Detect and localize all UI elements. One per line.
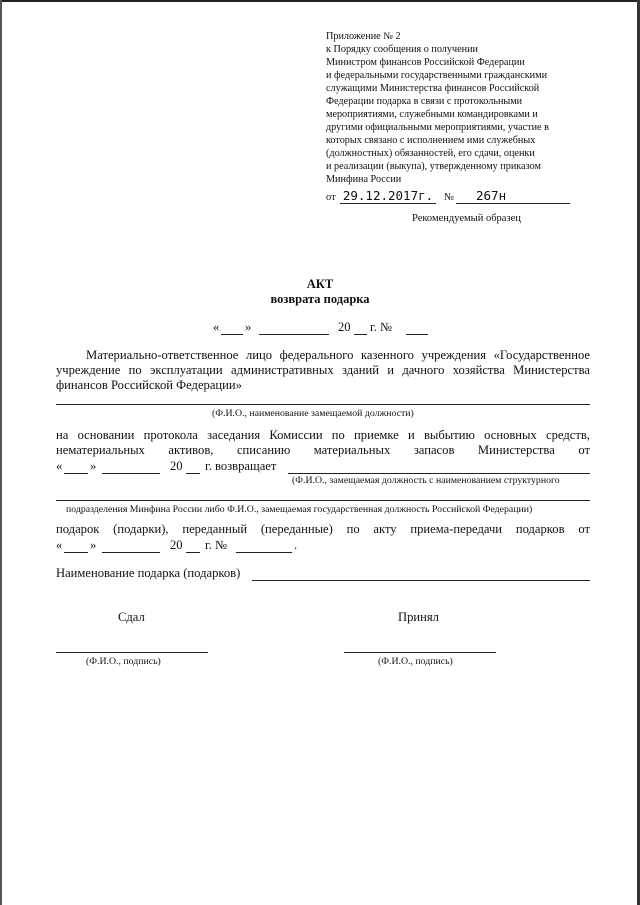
- gift-number-blank[interactable]: [236, 552, 292, 553]
- page-border-left: [0, 0, 2, 905]
- word: акту: [373, 522, 397, 536]
- act-number-label: г. №: [370, 320, 393, 334]
- gift-day-blank[interactable]: [64, 552, 88, 553]
- appendix-line: мероприятиями, служебными командировками и: [326, 109, 538, 120]
- responsible-person-paragraph: Материально-ответственное лицо федерального казенного учреждения «Государственное учреждение по эксплуатации административных зданий и дачного хозяйства Министерства финансов Российской Федерации»: [56, 348, 590, 392]
- word: запасов: [413, 443, 455, 457]
- appendix-line: и федеральными государственными гражданскими: [326, 70, 548, 81]
- act-date-close-quote: »: [245, 320, 252, 334]
- handed-signature-blank[interactable]: [56, 652, 208, 653]
- basis-line-2: [56, 443, 590, 458]
- order-number: 267н: [476, 188, 507, 203]
- word: приема-передачи: [410, 522, 503, 536]
- word: от: [578, 522, 590, 536]
- word: от: [578, 443, 590, 457]
- appendix-line: и реализации (выкупа), утвержденному приказом: [326, 161, 541, 172]
- received-signature-blank[interactable]: [344, 652, 496, 653]
- order-date: 29.12.2017г.: [342, 188, 434, 203]
- order-number-label: №: [444, 192, 455, 203]
- word: подарок: [56, 522, 100, 536]
- fio-structure-caption: (Ф.И.О., замещаемая должность с наименованием структурного: [292, 475, 560, 486]
- division-blank[interactable]: [56, 500, 590, 501]
- word: активов,: [168, 443, 214, 457]
- basis-month-blank[interactable]: [102, 473, 160, 474]
- recommended-sample-label: Рекомендуемый образец: [412, 213, 521, 224]
- gift-line-1: [56, 522, 590, 537]
- appendix-line: Федерации подарка в связи с протокольными: [326, 96, 523, 107]
- word: средств,: [546, 428, 590, 442]
- word: основании: [77, 428, 135, 442]
- word: выбытию: [423, 428, 475, 442]
- appendix-header: [326, 30, 596, 186]
- appendix-line: служащими Министерства финансов Российской: [326, 83, 540, 94]
- basis-century: 20: [170, 459, 183, 473]
- gift-period: .: [294, 538, 298, 552]
- gift-open-quote: «: [56, 538, 63, 552]
- basis-line-1: [56, 428, 590, 443]
- gift-close-quote: »: [90, 538, 97, 552]
- basis-close-quote: »: [90, 459, 97, 473]
- word: (подарки),: [113, 522, 169, 536]
- division-caption: подразделения Минфина России либо Ф.И.О., замещаемая государственная должность Российской Федерации): [66, 504, 533, 515]
- gift-name-label: Наименование подарка (подарков): [56, 566, 241, 580]
- appendix-line: которых связано с исполнением ими служебных: [326, 135, 536, 146]
- appendix-line: Приложение № 2: [326, 31, 401, 42]
- basis-day-blank[interactable]: [64, 473, 88, 474]
- word: (переданные): [260, 522, 333, 536]
- act-number-blank[interactable]: [406, 334, 428, 335]
- gift-name-blank[interactable]: [252, 580, 590, 581]
- gift-century: 20: [170, 538, 183, 552]
- basis-year-blank[interactable]: [186, 473, 200, 474]
- gift-month-blank[interactable]: [102, 552, 160, 553]
- word: основных: [484, 428, 537, 442]
- handed-label: Сдал: [118, 610, 145, 624]
- appendix-line: другими официальными мероприятиями, участие в: [326, 122, 549, 133]
- handed-signature-caption: (Ф.И.О., подпись): [86, 656, 161, 667]
- gift-number-label: г. №: [205, 538, 228, 552]
- order-date-underline: [340, 203, 436, 204]
- fio-position-blank[interactable]: [56, 404, 590, 405]
- act-day-blank[interactable]: [221, 334, 243, 335]
- word: списанию: [236, 443, 291, 457]
- order-reference: [326, 190, 576, 206]
- basis-returns-label: г. возвращает: [205, 459, 277, 473]
- received-label: Принял: [398, 610, 439, 624]
- word: и: [408, 428, 415, 442]
- received-signature-caption: (Ф.И.О., подпись): [378, 656, 453, 667]
- basis-open-quote: «: [56, 459, 63, 473]
- document-subtitle: возврата подарка: [270, 292, 370, 306]
- appendix-line: к Порядку сообщения о получении: [326, 44, 478, 55]
- returner-fio-blank[interactable]: [288, 473, 590, 474]
- page-border-top: [0, 0, 640, 2]
- order-from-label: от: [326, 192, 336, 203]
- act-century: 20: [338, 320, 351, 334]
- word: по: [346, 522, 360, 536]
- word: материальных: [313, 443, 391, 457]
- word: протокола: [143, 428, 198, 442]
- act-year-blank[interactable]: [354, 334, 367, 335]
- word: подарков: [515, 522, 565, 536]
- act-month-blank[interactable]: [259, 334, 329, 335]
- appendix-line: Минфина России: [326, 174, 402, 185]
- word: заседания: [207, 428, 261, 442]
- order-number-underline: [456, 203, 570, 204]
- fio-position-caption: (Ф.И.О., наименование замещаемой должности): [212, 408, 414, 419]
- word: Комиссии: [269, 428, 323, 442]
- gift-year-blank[interactable]: [186, 552, 200, 553]
- word: переданный: [182, 522, 248, 536]
- word: по: [331, 428, 345, 442]
- word: на: [56, 428, 69, 442]
- word: Министерства: [477, 443, 555, 457]
- appendix-line: Министром финансов Российской Федерации: [326, 57, 525, 68]
- document-title: АКТ: [306, 277, 334, 291]
- appendix-line: (должностных) обязанностей, его сдачи, оценки: [326, 148, 535, 159]
- word: приемке: [354, 428, 399, 442]
- act-date-open-quote: «: [213, 320, 220, 334]
- word: нематериальных: [56, 443, 145, 457]
